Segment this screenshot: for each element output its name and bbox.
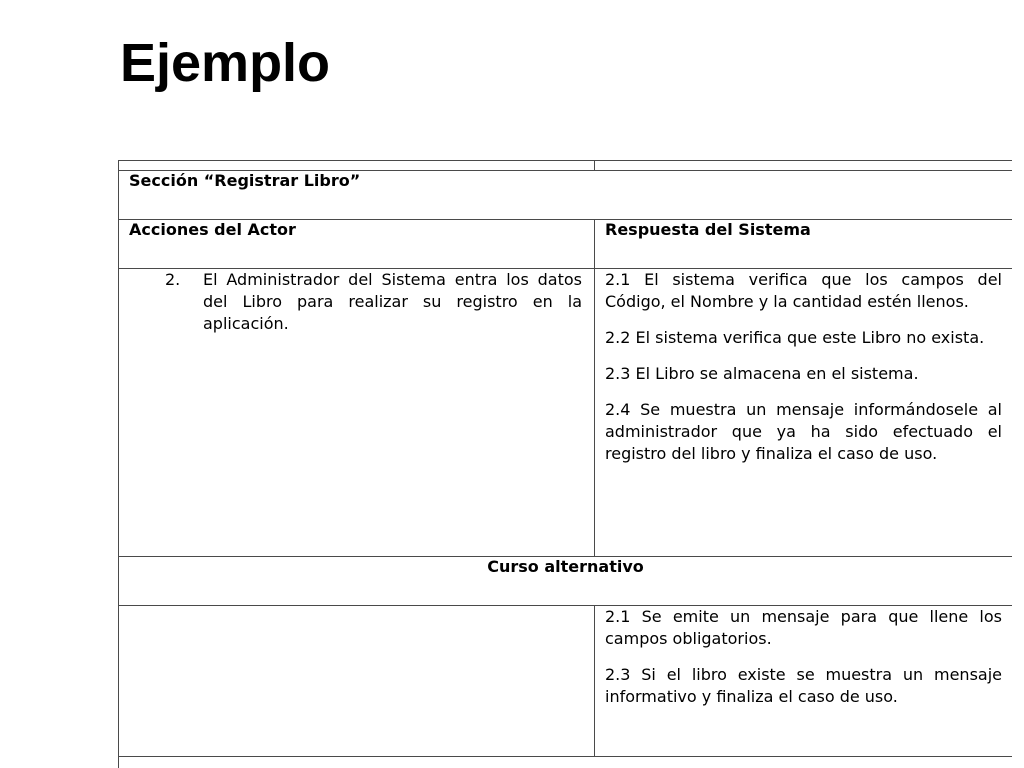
system-step: 2.4 Se muestra un mensaje informándosele al administrador que ya ha sido efectuado el registro del libro y finaliza el caso de uso. — [605, 400, 1002, 463]
table-row-top — [119, 161, 1013, 171]
system-step: 2.3 El Libro se almacena en el sistema. — [605, 364, 919, 383]
header-actor-actions: Acciones del Actor — [119, 220, 595, 269]
actor-step — [129, 269, 584, 335]
actor-step-number: 2. — [165, 270, 181, 289]
section-title: Sección “Registrar Libro” — [119, 171, 1013, 220]
actor-step-text: El Administrador del Sistema entra los datos del Libro para realizar su registro en la aplicación. — [203, 270, 582, 333]
alternate-system-cell — [595, 606, 1013, 757]
table-row-alternate-flow — [119, 606, 1013, 757]
alternate-actor-cell — [119, 606, 595, 757]
top-cell-right — [595, 161, 1013, 171]
alternate-course-title: Curso alternativo — [119, 557, 1013, 606]
use-case-table — [118, 160, 1012, 768]
system-response-cell — [595, 269, 1013, 557]
alternate-system-step: 2.3 Si el libro existe se muestra un mensaje informativo y finaliza el caso de uso. — [605, 665, 1002, 706]
table-row-headers — [119, 220, 1013, 269]
slide-title: Ejemplo — [120, 33, 331, 93]
table-row-alternate-title — [119, 557, 1013, 606]
alternate-system-step: 2.1 Se emite un mensaje para que llene los campos obligatorios. — [605, 607, 1002, 648]
table-row-main-flow — [119, 269, 1013, 557]
use-case-table-frame — [118, 160, 1012, 768]
actor-actions-cell — [119, 269, 595, 557]
system-step: 2.1 El sistema verifica que los campos del Código, el Nombre y la cantidad estén llenos. — [605, 270, 1002, 311]
top-cell-left — [119, 161, 595, 171]
table-row-bottom — [119, 757, 1013, 768]
table-row-section — [119, 171, 1013, 220]
system-step: 2.2 El sistema verifica que este Libro no exista. — [605, 328, 985, 347]
bottom-cell — [119, 757, 1013, 768]
header-system-response: Respuesta del Sistema — [595, 220, 1013, 269]
